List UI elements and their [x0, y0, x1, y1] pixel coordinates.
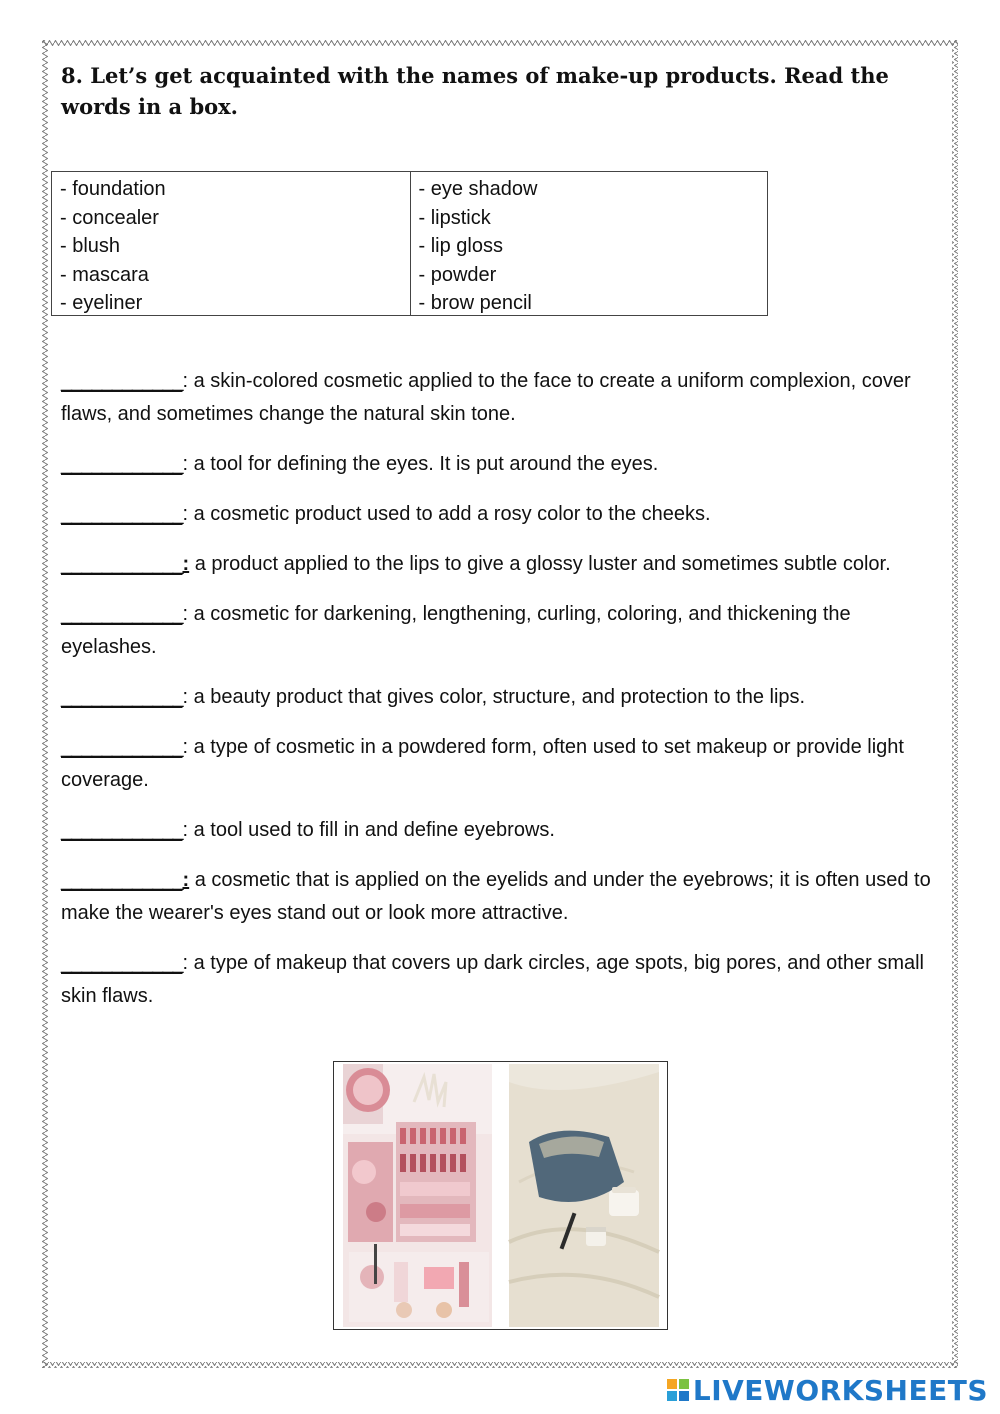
answer-blank[interactable]: ____________ [61, 819, 183, 841]
word-item: - blush [60, 235, 121, 258]
colon: : [182, 819, 189, 841]
colon: : [182, 869, 190, 891]
word-box [51, 171, 768, 316]
colon: : [182, 603, 189, 625]
definition-text: a product applied to the lips to give a glossy luster and sometimes subtle color. [189, 553, 891, 575]
definition-text: a type of cosmetic in a powdered form, often used to set makeup or provide light coverage. [61, 736, 904, 791]
colon: : [182, 453, 189, 475]
word-item: - mascara [60, 263, 149, 286]
definitions-list [61, 365, 941, 1030]
word-box-left-column [52, 172, 410, 315]
colon: : [182, 370, 189, 392]
word-item: - eye shadow [418, 178, 538, 200]
exercise-heading: 8. Let’s get acquainted with the names of make-up products. Read the words in a box. [61, 63, 889, 119]
answer-blank[interactable]: ____________ [61, 603, 183, 625]
colon: : [182, 686, 189, 708]
colon: : [182, 952, 189, 974]
definition-item [61, 731, 941, 797]
makeup-collection-photo [343, 1064, 492, 1327]
definition-item [61, 448, 941, 481]
definition-item [61, 947, 941, 1013]
word-item: - brow pencil [418, 292, 532, 315]
definition-text: a tool used to fill in and define eyebrows. [188, 819, 555, 841]
liveworksheets-brand [667, 1372, 988, 1408]
word-box-right-column [410, 172, 768, 315]
word-item: - foundation [60, 178, 166, 200]
answer-blank[interactable]: ____________ [61, 736, 183, 758]
definition-text: a cosmetic product used to add a rosy color to the cheeks. [188, 503, 711, 525]
makeup-photos [333, 1061, 668, 1330]
word-item: - eyeliner [60, 292, 143, 315]
answer-blank[interactable]: ____________ [61, 869, 183, 891]
word-item: - powder [418, 263, 497, 286]
definition-text: a skin-colored cosmetic applied to the face to create a uniform complexion, cover flaws, and sometimes change the natural skin tone. [61, 370, 911, 425]
word-item: - lip gloss [418, 235, 503, 258]
definition-item [61, 864, 941, 930]
definition-text: a cosmetic for darkening, lengthening, curling, coloring, and thickening the eyelashes. [61, 603, 851, 658]
word-item: - concealer [60, 206, 159, 229]
word-item: - lipstick [418, 206, 491, 229]
colon: : [182, 736, 189, 758]
definition-item [61, 365, 941, 431]
colon: : [182, 553, 190, 575]
definition-item [61, 598, 941, 664]
answer-blank[interactable]: ____________ [61, 503, 183, 525]
definition-item [61, 681, 941, 714]
answer-blank[interactable]: ____________ [61, 370, 183, 392]
brand-name: LIVEWORKSHEETS [692, 1373, 988, 1407]
definition-text: a cosmetic that is applied on the eyelids and under the eyebrows; it is often used to make the wearer's eyes stand out or look more attractive. [61, 869, 931, 924]
definition-text: a type of makeup that covers up dark circles, age spots, big pores, and other small skin flaws. [61, 952, 924, 1007]
answer-blank[interactable]: ____________ [61, 453, 183, 475]
answer-blank[interactable]: ____________ [61, 952, 183, 974]
definition-item [61, 548, 941, 581]
definition-text: a tool for defining the eyes. It is put around the eyes. [188, 453, 659, 475]
liveworksheets-logo-icon [667, 1379, 689, 1401]
definition-item [61, 498, 941, 531]
cosmetic-bag-photo [509, 1064, 659, 1327]
answer-blank[interactable]: ____________ [61, 553, 183, 575]
definition-item [61, 814, 941, 847]
colon: : [182, 503, 189, 525]
definition-text: a beauty product that gives color, structure, and protection to the lips. [188, 686, 806, 708]
answer-blank[interactable]: ____________ [61, 686, 183, 708]
